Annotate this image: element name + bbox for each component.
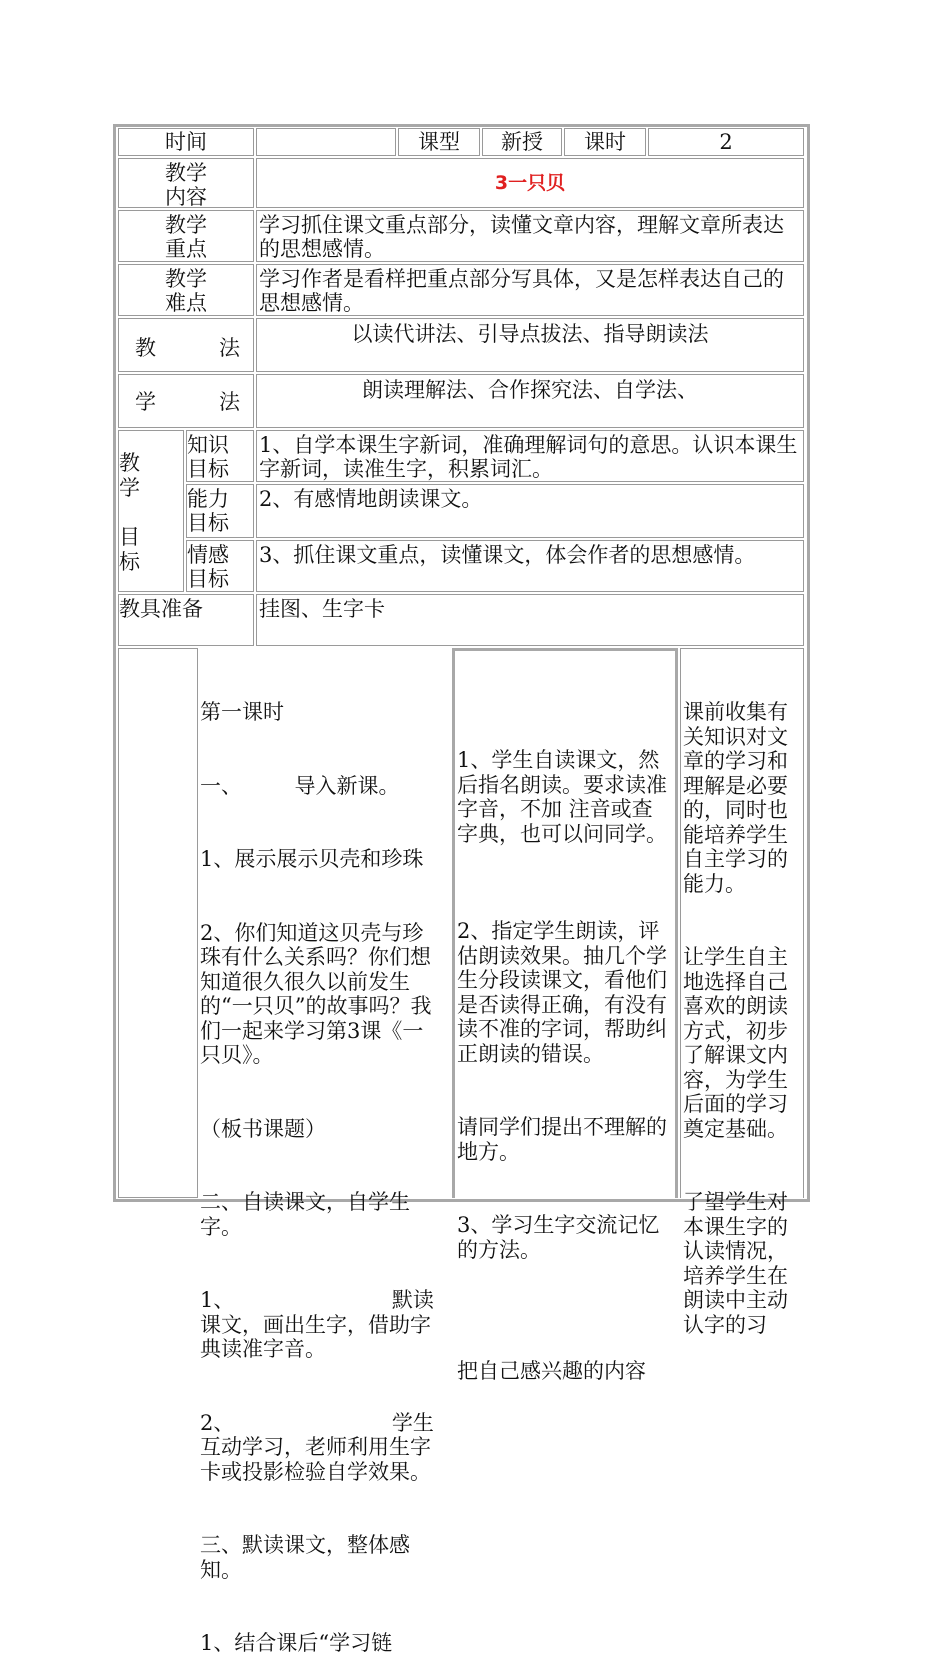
- knowledge-objective-text: 1、自学本课生字新词，准确理解词句的意思。认识本课生字新词，读准生字，积累词汇。: [256, 430, 804, 482]
- process-col3: [683, 651, 802, 1337]
- knowledge-label-line1: 知识: [187, 433, 229, 457]
- learning-method-text: 朗读理解法、合作探究法、自学法、: [256, 374, 804, 428]
- emotion-objective-label: [186, 540, 254, 592]
- process-col1: [200, 651, 440, 1655]
- process-col3-line0: 课前收集有关知识对文章的学习和理解是必要的，同时也能培养学生自主学习的能力。: [683, 700, 788, 896]
- process-col1-line8: 三、默读课文，整体感知。: [200, 1533, 410, 1582]
- difficulties-label-line2: 难点: [165, 291, 207, 315]
- process-left-blank: [118, 648, 198, 1198]
- process-col1-line1: 一、 导入新课。: [200, 773, 400, 798]
- knowledge-label-line2: 目标: [187, 457, 229, 481]
- time-value: [256, 128, 396, 156]
- emotion-label-line2: 目标: [187, 567, 229, 591]
- process-col2-line1: 2、指定学生朗读，评估朗读效果。抽几个学生分段读课文，看他们是否读得正确，有没有读不准的字词，帮助纠正朗读的错误。: [457, 919, 667, 1066]
- emotion-objective-text: 3、抓住课文重点，读懂课文，体会作者的思想感情。: [256, 540, 804, 592]
- teaching-method-text: 以读代讲法、引导点拔法、指导朗读法: [256, 318, 804, 372]
- learning-method-label-1: 学: [135, 390, 156, 414]
- content-label-line1: 教学: [165, 161, 207, 185]
- process-col2: [457, 699, 673, 1383]
- ability-label-line2: 目标: [187, 511, 229, 535]
- lesson-title: 3一只贝: [256, 158, 804, 208]
- objectives-label: [118, 430, 184, 592]
- objectives-label-char3: 目: [119, 525, 140, 549]
- difficulties-label: [118, 264, 254, 316]
- teaching-method-label-2: 法: [219, 336, 240, 360]
- content-label: [118, 158, 254, 208]
- process-col1-line0: 第一课时: [200, 700, 284, 724]
- process-col1-line6: 1、 默读课文，画出生字，借助字典读准字音。: [200, 1288, 434, 1361]
- process-col2-line2: 请同学们提出不理解的地方。: [457, 1115, 667, 1164]
- process-col3-line2: 了望学生对本课生字的认读情况，培养学生在朗读中主动认字的习: [683, 1190, 788, 1337]
- process-col2-line4: 把自己感兴趣的内容: [457, 1359, 646, 1383]
- key-points-label: [118, 210, 254, 262]
- ability-objective-text: 2、有感情地朗读课文。: [256, 484, 804, 538]
- period-label: 课时: [564, 128, 646, 156]
- process-col1-line9: 1、结合课后“学习链: [200, 1631, 393, 1655]
- process-col1-line3: 2、你们知道这贝壳与珍珠有什么关系吗？你们想知道很久很久以前发生的“一只贝”的故事吗？我们一起来学习第3课《一只贝》。: [200, 920, 432, 1067]
- objectives-label-char2: 学: [119, 476, 140, 500]
- key-points-label-line2: 重点: [165, 237, 207, 261]
- process-col2-line3: 3、学习生字交流记忆的方法。: [457, 1213, 660, 1262]
- teaching-method-label: [118, 318, 254, 372]
- type-value: 新授: [482, 128, 562, 156]
- process-col1-line7: 2、 学生互动学习，老师利用生字卡或投影检验自学效果。: [200, 1410, 434, 1484]
- emotion-label-line1: 情感: [187, 543, 229, 567]
- learning-method-label: [118, 374, 254, 428]
- process-col2-line0: 1、学生自读课文，然后指名朗读。要求读准字音，不加 注音或查字典，也可以问同学。: [457, 748, 667, 846]
- difficulties-label-line1: 教学: [165, 267, 207, 291]
- learning-method-label-2: 法: [219, 390, 240, 414]
- period-value: 2: [648, 128, 804, 156]
- key-points-label-line1: 教学: [165, 213, 207, 237]
- teaching-method-label-1: 教: [135, 336, 156, 360]
- tools-text: 挂图、生字卡: [256, 594, 804, 646]
- knowledge-objective-label: [186, 430, 254, 482]
- ability-label-line1: 能力: [187, 487, 229, 511]
- process-col1-line4: （板书课题）: [200, 1116, 326, 1141]
- objectives-label-char1: 教: [119, 451, 140, 475]
- content-label-line2: 内容: [165, 185, 207, 209]
- process-col1-line2: 1、展示展示贝壳和珍珠: [200, 847, 424, 871]
- process-col1-line5: 二、自读课文，自学生字。: [200, 1190, 410, 1239]
- key-points-text: 学习抓住课文重点部分，读懂文章内容，理解文章所表达的思想感情。: [256, 210, 804, 262]
- process-col3-line1: 让学生自主地选择自己喜欢的朗读方式，初步了解课文内容，为学生后面的学习奠定基础。: [683, 945, 788, 1141]
- difficulties-text: 学习作者是看样把重点部分写具体，又是怎样表达自己的思想感情。: [256, 264, 804, 316]
- tools-label: 教具准备: [118, 594, 254, 646]
- ability-objective-label: [186, 484, 254, 538]
- time-label: 时间: [118, 128, 254, 156]
- type-label: 课型: [398, 128, 480, 156]
- objectives-label-char4: 标: [119, 550, 140, 574]
